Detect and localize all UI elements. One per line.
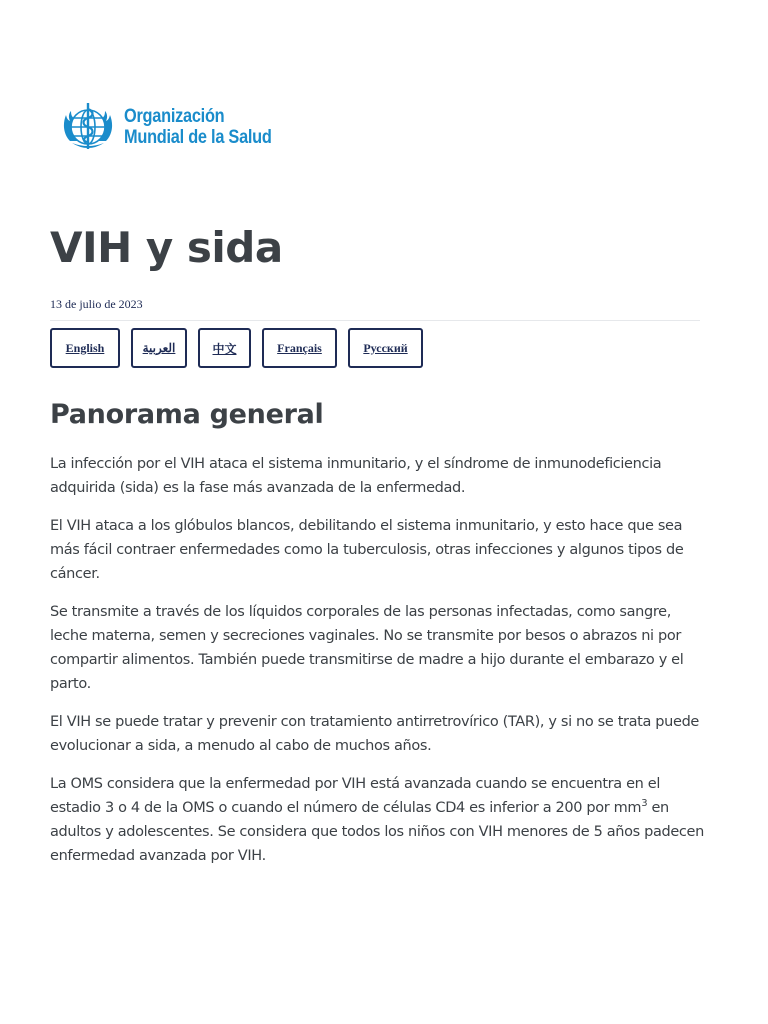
language-button-chinese[interactable]: 中文 <box>198 328 251 368</box>
paragraph: Se transmite a través de los líquidos corporales de las personas infectadas, como sangre, leche materna, semen y secreciones vaginales. No se transmite por besos o abrazos ni por compartir alimentos. También puede transmitirse de madre a hijo durante el embarazo y el parto. <box>50 604 684 692</box>
article-body <box>50 452 710 882</box>
section-heading-overview: Panorama general <box>50 399 324 430</box>
logo-line-1: Organización <box>124 106 225 127</box>
paragraph-text: La OMS considera que la enfermedad por VIH está avanzada cuando se encuentra en el estadio 3 o 4 de la OMS o cuando el número de células CD4 es inferior a 200 por mm <box>50 776 660 816</box>
logo-line-2: Mundial de la Salud <box>124 127 272 148</box>
paragraph: El VIH ataca a los glóbulos blancos, debilitando el sistema inmunitario, y esto hace que sea más fácil contraer enfermedades como la tuberculosis, otras infecciones y algunos tipos de cáncer. <box>50 518 684 582</box>
paragraph-text: en adultos y adolescentes. Se considera que todos los niños con VIH menores de 5 años padecen enfermedad avanzada por VIH. <box>50 800 704 864</box>
superscript: 3 <box>641 798 648 810</box>
paragraph: El VIH se puede tratar y prevenir con tratamiento antirretrovírico (TAR), y si no se trata puede evolucionar a sida, a menudo al cabo de muchos años. <box>50 714 699 754</box>
language-button-arabic[interactable]: العربية <box>131 328 187 368</box>
paragraph <box>50 772 710 868</box>
paragraph: La infección por el VIH ataca el sistema inmunitario, y el síndrome de inmunodeficiencia adquirida (sida) es la fase más avanzada de la enfermedad. <box>50 456 662 496</box>
language-button-russian[interactable]: Русский <box>348 328 423 368</box>
divider <box>50 320 700 321</box>
publication-date: 13 de julio de 2023 <box>50 297 143 311</box>
site-header <box>58 96 296 158</box>
language-button-english[interactable]: English <box>50 328 120 368</box>
page-title: VIH y sida <box>50 223 283 272</box>
language-button-french[interactable]: Français <box>262 328 337 368</box>
who-emblem-icon[interactable] <box>58 97 118 157</box>
who-wordmark[interactable] <box>124 106 272 148</box>
